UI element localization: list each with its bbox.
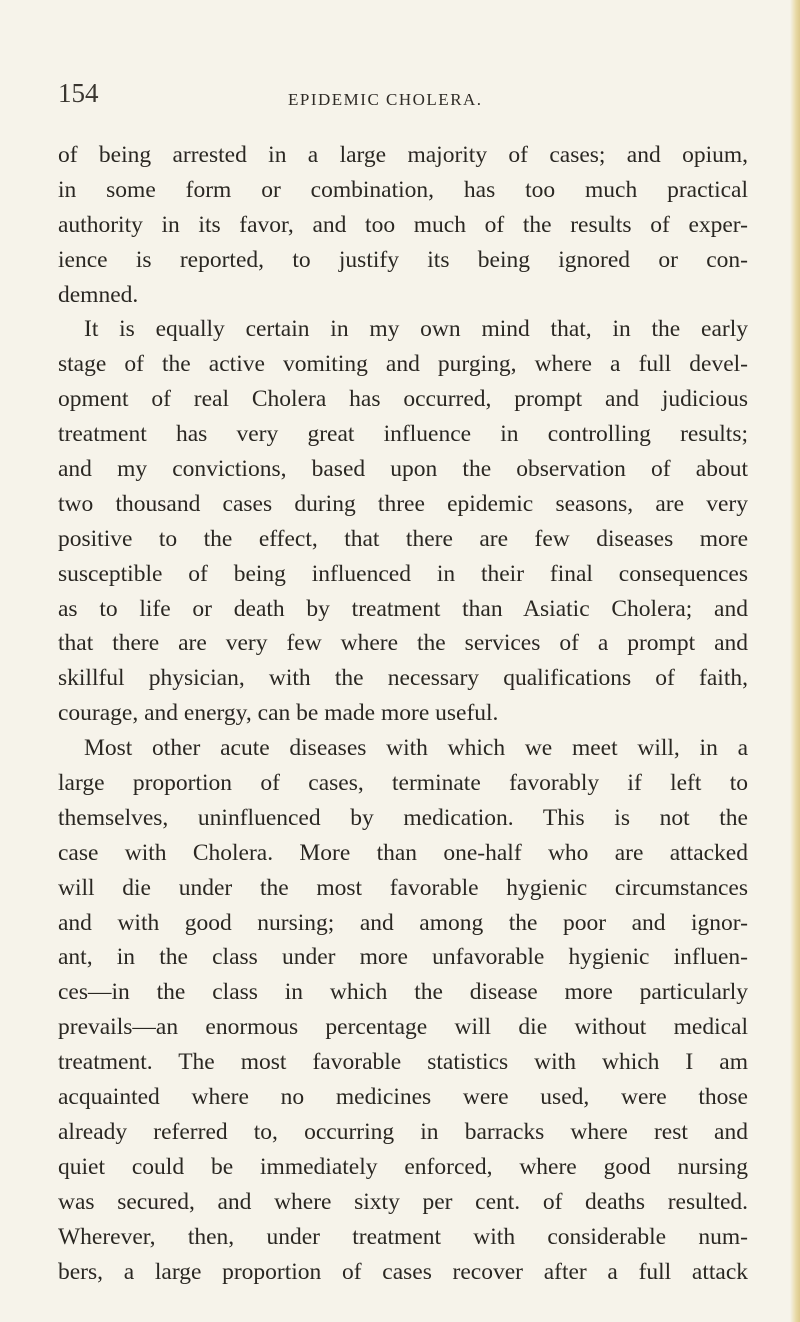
text-line: treatment has very great influence in controlling results; xyxy=(58,421,748,448)
text-line: It is equally certain in my own mind that, in the early xyxy=(84,316,748,343)
text-line: and my convictions, based upon the observation of about xyxy=(58,456,748,483)
running-title: EPIDEMIC CHOLERA. xyxy=(288,90,483,109)
text-line: of being arrested in a large majority of cases; and opium, xyxy=(58,142,748,168)
text-line: positive to the effect, that there are few diseases more xyxy=(58,525,748,552)
text-line: Most other acute diseases with which we meet will, in a xyxy=(84,735,748,762)
text-line: already referred to, occurring in barracks where rest and xyxy=(58,1118,748,1145)
text-line: two thousand cases during three epidemic seasons, are very xyxy=(58,490,748,517)
text-line: prevails—an enormous percentage will die without medical xyxy=(58,1014,748,1041)
text-line: in some form or combination, has too much practical xyxy=(58,176,748,203)
page-number: 154 xyxy=(58,78,99,108)
running-head xyxy=(58,78,748,118)
text-line: stage of the active vomiting and purging, where a full devel- xyxy=(58,351,748,378)
text-line: Wherever, then, under treatment with considerable num- xyxy=(58,1223,748,1250)
text-line: skillful physician, with the necessary qualifications of faith, xyxy=(58,665,748,692)
text-line: courage, and energy, can be made more useful. xyxy=(58,700,499,727)
body-text xyxy=(58,138,748,1289)
text-line: was secured, and where sixty per cent. of deaths resulted. xyxy=(58,1188,748,1215)
text-line: and with good nursing; and among the poor and ignor- xyxy=(58,909,748,936)
text-line: acquainted where no medicines were used, were those xyxy=(58,1084,748,1111)
text-line: themselves, uninfluenced by medication. This is not the xyxy=(58,804,748,831)
text-line: susceptible of being influenced in their final consequences xyxy=(58,560,748,587)
text-line: bers, a large proportion of cases recover after a full attack xyxy=(58,1258,748,1285)
text-line: quiet could be immediately enforced, where good nursing xyxy=(58,1153,748,1180)
text-line: ant, in the class under more unfavorable hygienic influen- xyxy=(58,944,748,971)
text-line: as to life or death by treatment than Asiatic Cholera; and xyxy=(58,595,748,622)
text-line: ces—in the class in which the disease more particularly xyxy=(58,979,748,1006)
text-line: will die under the most favorable hygienic circumstances xyxy=(58,874,748,901)
text-line: opment of real Cholera has occurred, prompt and judicious xyxy=(58,386,748,413)
page-edge xyxy=(790,0,800,1322)
text-line: large proportion of cases, terminate favorably if left to xyxy=(58,770,748,797)
text-line: demned. xyxy=(58,281,139,308)
text-line: treatment. The most favorable statistics with which I am xyxy=(58,1049,748,1076)
text-line: ience is reported, to justify its being ignored or con- xyxy=(58,246,748,273)
text-line: authority in its favor, and too much of the results of exper- xyxy=(58,211,748,238)
text-line: case with Cholera. More than one-half who are attacked xyxy=(58,839,748,866)
text-line: that there are very few where the services of a prompt and xyxy=(58,630,748,657)
